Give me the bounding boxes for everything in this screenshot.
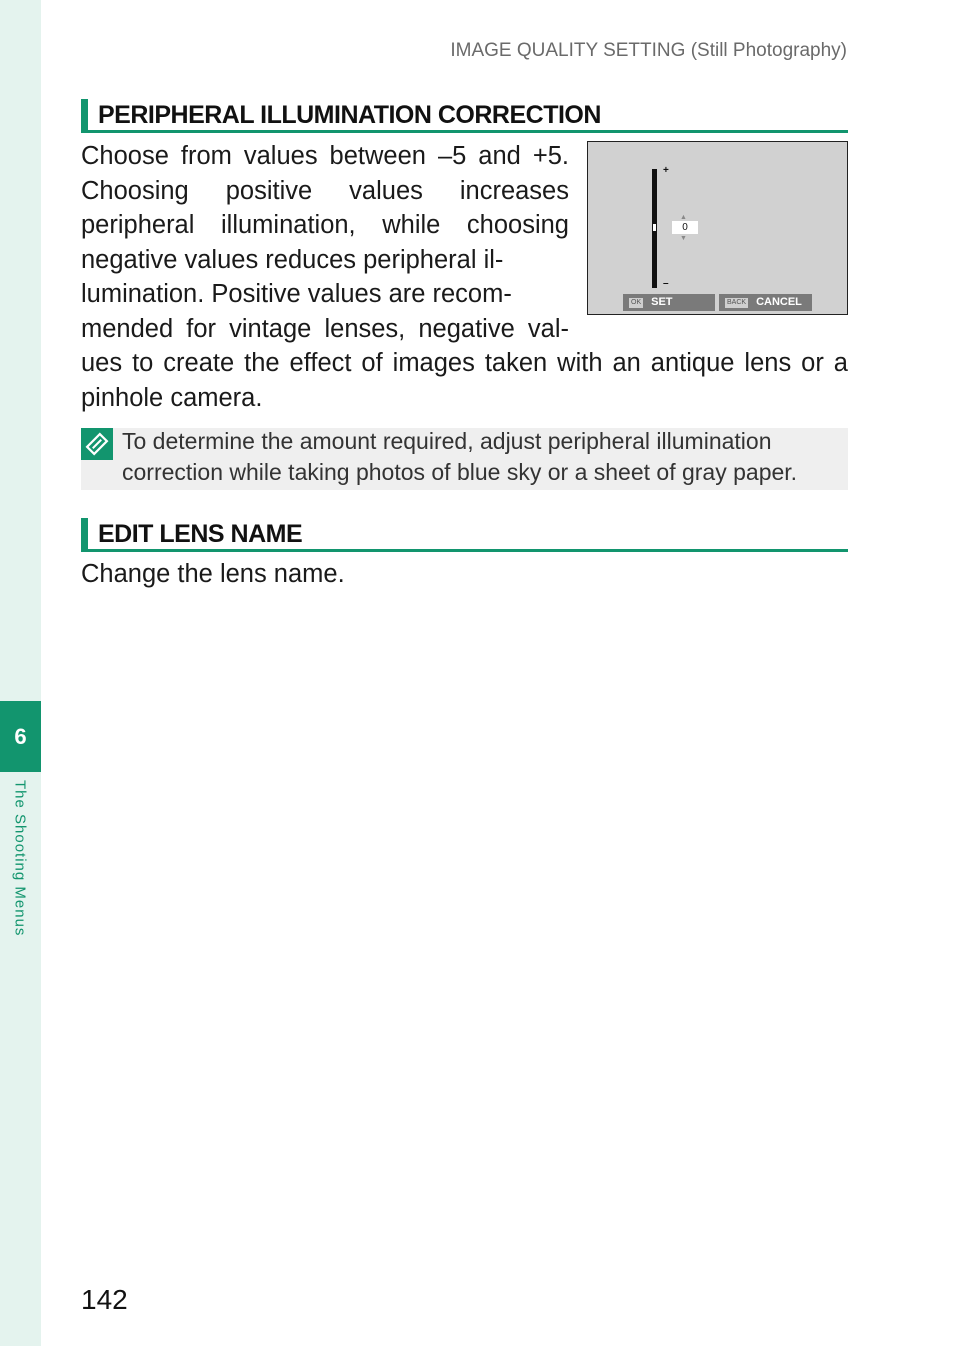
value-readout: 0	[672, 221, 698, 234]
set-button	[623, 294, 715, 311]
heading-accent-bar	[81, 518, 88, 549]
scale-position-indicator	[652, 223, 657, 232]
running-header: IMAGE QUALITY SETTING (Still Photography)	[450, 40, 847, 61]
value-down-arrow-icon: ▼	[680, 235, 687, 242]
section-title: EDIT LENS NAME	[98, 520, 303, 548]
scale-plus-label: +	[663, 165, 669, 176]
chapter-number-tab[interactable]: 6	[0, 701, 41, 772]
ok-key-icon: OK	[631, 298, 642, 306]
body-text-part: Choose from values between –5 and +5. Choosing positive values increases peripheral illumination, while choosing negative values reduces peripheral il	[81, 142, 569, 274]
cancel-label: CANCEL	[756, 296, 802, 309]
body-text-part: mended for vintage lenses, negative val	[81, 314, 561, 343]
value-up-arrow-icon: ▲	[680, 214, 687, 221]
edit-lens-name-description: Change the lens name.	[81, 560, 345, 588]
section-title: PERIPHERAL ILLUMINATION CORRECTION	[98, 101, 601, 129]
body-text-part: lumination. Positive values are recom	[81, 280, 504, 308]
note-icon	[81, 428, 113, 460]
peripheral-description: + ▲ 0 ▼ – OK SET BACK CANCEL Choose from values between –5 and +5. Choosing positive values increases peripheral illumination, while choosing negative values reduces peripheral il- lumination. Positive values are recom- mended for vintage lenses, negative val-ues to create the effect of images taken with an antique lens or a pinhole camera.	[81, 142, 848, 412]
scale-minus-label: –	[663, 278, 669, 289]
chapter-side-strip	[0, 0, 41, 1346]
section-heading-edit-lens-name	[81, 518, 848, 552]
section-heading-peripheral	[81, 99, 848, 133]
note-box	[81, 428, 848, 490]
note-text: To determine the amount required, adjust peripheral illumination correction while taking photos of blue sky or a sheet of gray paper.	[122, 428, 798, 485]
heading-accent-bar	[81, 99, 88, 130]
chapter-title-vertical: The Shooting Menus	[11, 780, 29, 937]
body-text-part: ues to create the effect of images taken with an antique lens or a pinhole camera.	[81, 349, 848, 412]
camera-screen-illustration	[587, 141, 848, 315]
page-number: 142	[81, 1284, 128, 1315]
set-label: SET	[651, 296, 673, 309]
back-key-icon: BACK	[727, 298, 747, 306]
cancel-button	[719, 294, 812, 311]
